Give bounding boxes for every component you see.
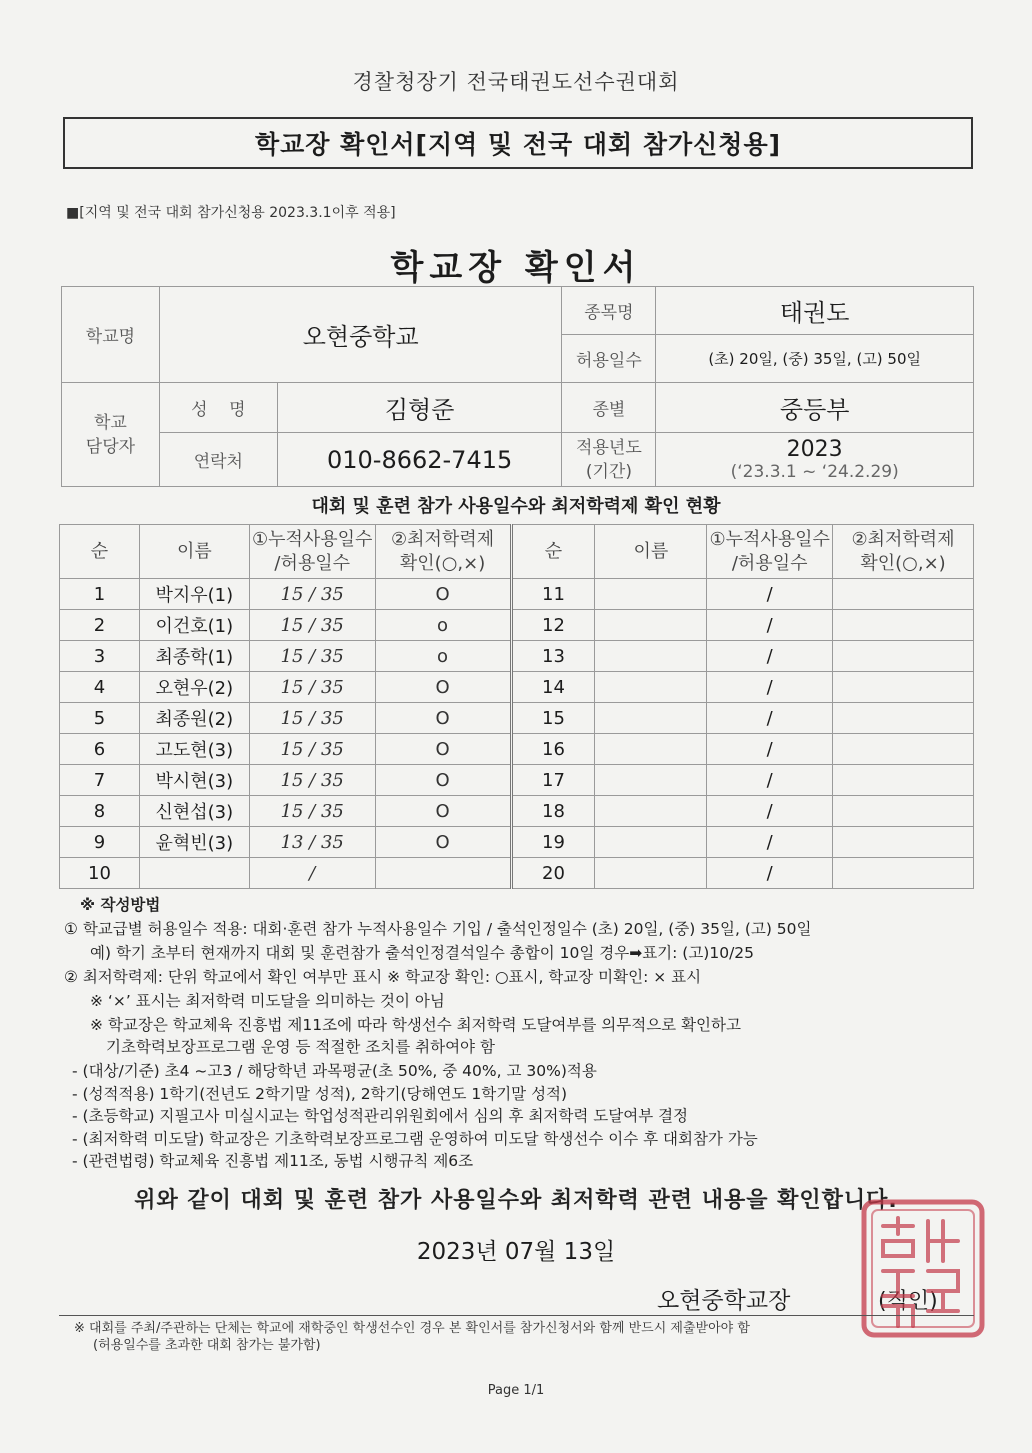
row-check: o	[375, 610, 511, 641]
header-check-right: ②최저학력제 확인(○,×)	[833, 525, 974, 579]
page-number: Page 1/1	[487, 1383, 545, 1398]
row-check: O	[375, 734, 511, 765]
row-no: 5	[60, 703, 140, 734]
row-name	[595, 734, 707, 765]
detail-5: - (관련법령) 학교체육 진흥법 제11조, 동법 시행규칙 제6조	[72, 1152, 474, 1170]
notes-title: ※ 작성방법	[80, 896, 161, 914]
detail-4: - (최저학력 미도달) 학교장은 기초학력보장프로그램 운영하여 미도달 학생선수 이수 후 대회참가 가능	[72, 1130, 758, 1148]
row-name	[595, 579, 707, 610]
header-name: 이름	[139, 525, 249, 579]
seal-placeholder: (직인)	[878, 1289, 938, 1314]
table-row	[60, 703, 974, 734]
confirmation-statement: 위와 같이 대회 및 훈련 참가 사용일수와 최저학력 관련 내용을 확인합니다.	[134, 1188, 898, 1213]
row-no: 10	[60, 858, 140, 889]
row-days: 15 / 35	[249, 765, 375, 796]
info-table	[61, 286, 974, 487]
row-name	[595, 796, 707, 827]
row-no: 18	[511, 796, 595, 827]
row-no: 6	[60, 734, 140, 765]
row-check: O	[375, 765, 511, 796]
row-no: 11	[511, 579, 595, 610]
division-label: 종별	[562, 383, 656, 433]
row-check	[833, 703, 974, 734]
row-no: 2	[60, 610, 140, 641]
row-no: 13	[511, 641, 595, 672]
row-name: 오현우(2)	[139, 672, 249, 703]
row-days: 15 / 35	[249, 579, 375, 610]
form-title-box: 학교장 확인서[지역 및 전국 대회 참가신청용]	[63, 117, 973, 169]
row-no: 3	[60, 641, 140, 672]
table-row	[60, 796, 974, 827]
header-name-right: 이름	[595, 525, 707, 579]
row-no: 19	[511, 827, 595, 858]
row-days: 15 / 35	[249, 703, 375, 734]
row-days: /	[707, 672, 833, 703]
row-name: 최종학(1)	[139, 641, 249, 672]
row-check	[833, 734, 974, 765]
row-check: O	[375, 827, 511, 858]
row-name	[595, 672, 707, 703]
sport-value: 태권도	[656, 287, 974, 335]
note-1: ① 학교급별 허용일수 적용: 대회·훈련 참가 누적사용일수 기입 / 출석인정일수 (초) 20일, (중) 35일, (고) 50일	[64, 920, 812, 938]
row-check: O	[375, 579, 511, 610]
row-check	[833, 641, 974, 672]
row-check	[375, 858, 511, 889]
table-row	[60, 858, 974, 889]
table-row	[60, 579, 974, 610]
header-check: ②최저학력제 확인(○,×)	[375, 525, 511, 579]
row-days: /	[707, 703, 833, 734]
division-value: 중등부	[656, 383, 974, 433]
note-2-b: ※ 학교장은 학교체육 진흥법 제11조에 따라 학생선수 최저학력 도달여부를 의무적으로 확인하고	[90, 1016, 741, 1034]
row-name: 박지우(1)	[139, 579, 249, 610]
row-name: 고도현(3)	[139, 734, 249, 765]
header-no: 순	[60, 525, 140, 579]
event-title: 경찰청장기 전국태권도선수권대회	[352, 70, 680, 94]
name-value: 김형준	[277, 383, 562, 433]
row-no: 20	[511, 858, 595, 889]
note-2-a: ※ ‘×’ 표시는 최저학력 미도달을 의미하는 것이 아님	[90, 992, 445, 1010]
row-days: /	[707, 641, 833, 672]
row-days: /	[707, 610, 833, 641]
row-days: 15 / 35	[249, 796, 375, 827]
row-check	[833, 796, 974, 827]
row-no: 12	[511, 610, 595, 641]
row-check: O	[375, 672, 511, 703]
row-name	[595, 827, 707, 858]
row-name	[595, 703, 707, 734]
row-days: /	[707, 796, 833, 827]
table-row	[60, 734, 974, 765]
header-no-right: 순	[511, 525, 595, 579]
row-check	[833, 672, 974, 703]
row-days: /	[707, 734, 833, 765]
table-row	[60, 672, 974, 703]
contact-value: 010-8662-7415	[277, 433, 562, 487]
year-value: 2023	[786, 437, 843, 462]
row-days: /	[707, 765, 833, 796]
row-name: 박시현(3)	[139, 765, 249, 796]
header-days-right: ①누적사용일수 /허용일수	[707, 525, 833, 579]
detail-2: - (성적적용) 1학기(전년도 2학기말 성적), 2학기(당해연도 1학기말 성적)	[72, 1085, 568, 1103]
row-days: 15 / 35	[249, 610, 375, 641]
section-title: 대회 및 훈련 참가 사용일수와 최저학력제 확인 현황	[311, 496, 721, 517]
name-label: 성 명	[159, 383, 277, 433]
row-check	[833, 610, 974, 641]
official-seal-stamp	[858, 1196, 988, 1341]
sport-label: 종목명	[562, 287, 656, 335]
row-no: 15	[511, 703, 595, 734]
row-days: 15 / 35	[249, 734, 375, 765]
note-1-example: 예) 학기 초부터 현재까지 대회 및 훈련참가 출석인정결석일수 총합이 10일 경우➡표기: (고)10/25	[90, 944, 755, 962]
row-name: 윤혁빈(3)	[139, 827, 249, 858]
student-list-body	[60, 579, 974, 889]
row-days: 15 / 35	[249, 641, 375, 672]
footer-note	[74, 1320, 750, 1354]
allowed-days-value: (초) 20일, (중) 35일, (고) 50일	[656, 335, 974, 383]
contact-label: 연락처	[159, 433, 277, 487]
school-value: 오현중학교	[159, 287, 562, 383]
table-row	[60, 610, 974, 641]
main-title: 학교장 확인서	[390, 248, 642, 288]
row-name: 최종원(2)	[139, 703, 249, 734]
row-no: 16	[511, 734, 595, 765]
row-name	[595, 641, 707, 672]
form-usage-note: ■[지역 및 전국 대회 참가신청용 2023.3.1이후 적용]	[66, 205, 396, 221]
row-name: 신현섭(3)	[139, 796, 249, 827]
row-name	[595, 858, 707, 889]
detail-3: - (초등학교) 지필고사 미실시교는 학업성적관리위원회에서 심의 후 최저학력 도달여부 결정	[72, 1107, 689, 1125]
row-check	[833, 858, 974, 889]
row-days: /	[707, 579, 833, 610]
school-label: 학교명	[62, 287, 160, 383]
row-days: /	[249, 858, 375, 889]
signer-title: 오현중학교장	[657, 1288, 791, 1314]
note-2: ② 최저학력제: 단위 학교에서 확인 여부만 표시 ※ 학교장 확인: ○표시, 학교장 미확인: × 표시	[64, 968, 702, 986]
row-no: 1	[60, 579, 140, 610]
allowed-days-label: 허용일수	[562, 335, 656, 383]
row-check: o	[375, 641, 511, 672]
row-days: 13 / 35	[249, 827, 375, 858]
footer-note-line-2: (허용일수를 초과한 대회 참가는 불가함)	[93, 1338, 321, 1353]
row-no: 4	[60, 672, 140, 703]
year-label: 적용년도 (기간)	[562, 433, 656, 487]
note-2-c: 기초학력보장프로그램 운영 등 적절한 조치를 취하여야 함	[106, 1038, 495, 1056]
row-no: 17	[511, 765, 595, 796]
row-no: 14	[511, 672, 595, 703]
row-name	[595, 765, 707, 796]
row-name	[595, 610, 707, 641]
year-cell	[656, 433, 974, 487]
detail-1: - (대상/기준) 초4 ~고3 / 해당학년 과목평균(초 50%, 중 40%, 고 30%)적용	[72, 1062, 597, 1080]
year-period: (‘23.3.1 ~ ‘24.2.29)	[730, 462, 899, 482]
header-days: ①누적사용일수 /허용일수	[249, 525, 375, 579]
footer-divider	[59, 1315, 974, 1316]
row-days: /	[707, 858, 833, 889]
row-days: 15 / 35	[249, 672, 375, 703]
table-row	[60, 765, 974, 796]
row-check	[833, 579, 974, 610]
row-name	[139, 858, 249, 889]
row-check: O	[375, 703, 511, 734]
issue-date: 2023년 07월 13일	[416, 1239, 616, 1265]
student-list-table	[59, 524, 974, 889]
row-check: O	[375, 796, 511, 827]
table-row	[60, 827, 974, 858]
row-check	[833, 827, 974, 858]
row-check	[833, 765, 974, 796]
footer-note-line-1: ※ 대회를 주최/주관하는 단체는 학교에 재학중인 학생선수인 경우 본 확인서를 참가신청서와 함께 반드시 제출받아야 함	[74, 1321, 750, 1336]
row-no: 8	[60, 796, 140, 827]
table-row	[60, 641, 974, 672]
row-days: /	[707, 827, 833, 858]
row-name: 이건호(1)	[139, 610, 249, 641]
row-no: 9	[60, 827, 140, 858]
row-no: 7	[60, 765, 140, 796]
manager-label: 학교 담당자	[62, 383, 160, 487]
